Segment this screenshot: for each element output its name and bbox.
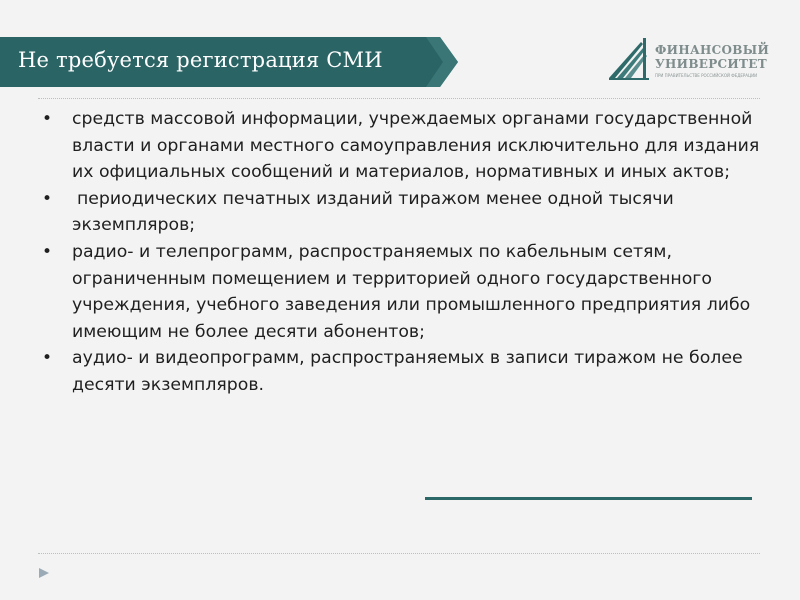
list-item — [40, 186, 760, 239]
bullet-dot: • — [42, 109, 53, 129]
list-item — [40, 106, 760, 186]
list-item — [40, 239, 760, 345]
finance-university-logo-icon — [607, 34, 653, 82]
list-item-text: периодических печатных изданий тиражом менее одной тысячи экземпляров; — [72, 188, 674, 236]
bottom-divider — [38, 553, 760, 554]
title-banner — [0, 37, 458, 87]
list-item — [40, 345, 760, 398]
logo-text-line2: УНИВЕРСИТЕТ — [655, 57, 767, 71]
logo-text-line1: ФИНАНСОВЫЙ — [655, 43, 770, 57]
list-item-text: аудио- и видеопрограмм, распространяемых в записи тиражом не более десяти экземпляров. — [72, 348, 743, 395]
list-item-text: средств массовой информации, учреждаемых органами государственной власти и органами местного самоуправления исключительно для издания их официальных сообщений и материалов, нормативных и иных актов; — [72, 109, 760, 183]
accent-line — [425, 497, 752, 500]
page-title: Не требуется регистрация СМИ — [18, 48, 383, 72]
bullet-dot: • — [42, 348, 53, 369]
bullet-dot: • — [42, 188, 53, 209]
top-divider — [38, 98, 760, 99]
university-logo — [607, 34, 770, 84]
triangle-right-icon[interactable] — [38, 567, 50, 579]
bullet-dot: • — [42, 241, 53, 262]
list-item-text: радио- и телепрограмм, распространяемых по кабельным сетям, ограниченным помещением и территорией одного государственного учреждения, учебного заведения или промышленного предприятия либо имеющим не более десяти абонентов; — [72, 241, 751, 342]
logo-text-line3: ПРИ ПРАВИТЕЛЬСТВЕ РОССИЙСКОЙ ФЕДЕРАЦИИ — [655, 73, 758, 78]
bullet-list — [40, 106, 760, 399]
